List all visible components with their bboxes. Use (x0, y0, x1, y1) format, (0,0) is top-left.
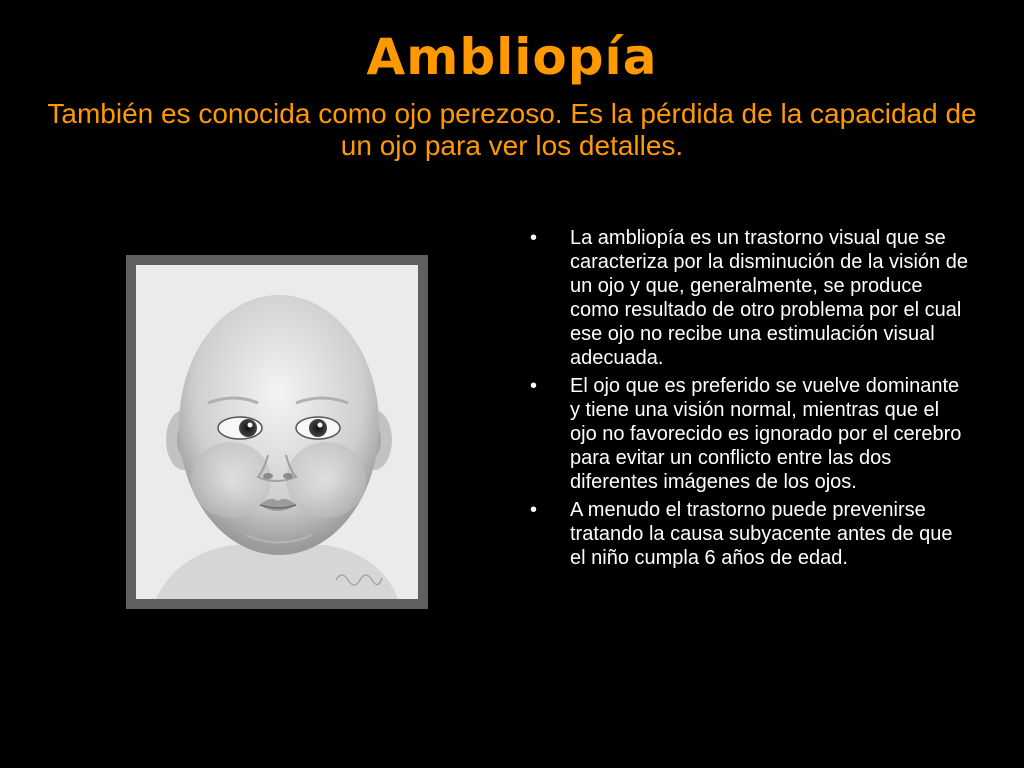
bullet-list (530, 226, 970, 574)
baby-portrait-image (136, 265, 418, 599)
slide-subtitle: También es conocida como ojo perezoso. Es la pérdida de la capacidad de un ojo para ver los detalles. (47, 98, 977, 161)
baby-portrait-drawing (136, 265, 418, 599)
bullet-marker: • (530, 499, 538, 521)
bullet-text: A menudo el trastorno puede prevenirse tratando la causa subyacente antes de que el niño cumpla 6 años de edad. (570, 499, 953, 569)
bullet-text: La ambliopía es un trastorno visual que se caracteriza por la disminución de la visión de un ojo y que, generalmente, se produce como resultado de otro problema por el cual ese ojo no recibe una estimulación visual adecuada. (570, 227, 968, 369)
bullet-marker: • (530, 227, 538, 249)
list-item (530, 498, 970, 570)
list-item (530, 226, 970, 370)
bullet-marker: • (530, 375, 538, 397)
portrait-frame (126, 255, 428, 609)
bullet-text: El ojo que es preferido se vuelve dominante y tiene una visión normal, mientras que el ojo no favorecido es ignorado por el cerebro para evitar un conflicto entre las dos diferentes imágenes de los ojos. (570, 375, 962, 493)
slide-title: Ambliopía (366, 28, 658, 86)
list-item (530, 374, 970, 494)
